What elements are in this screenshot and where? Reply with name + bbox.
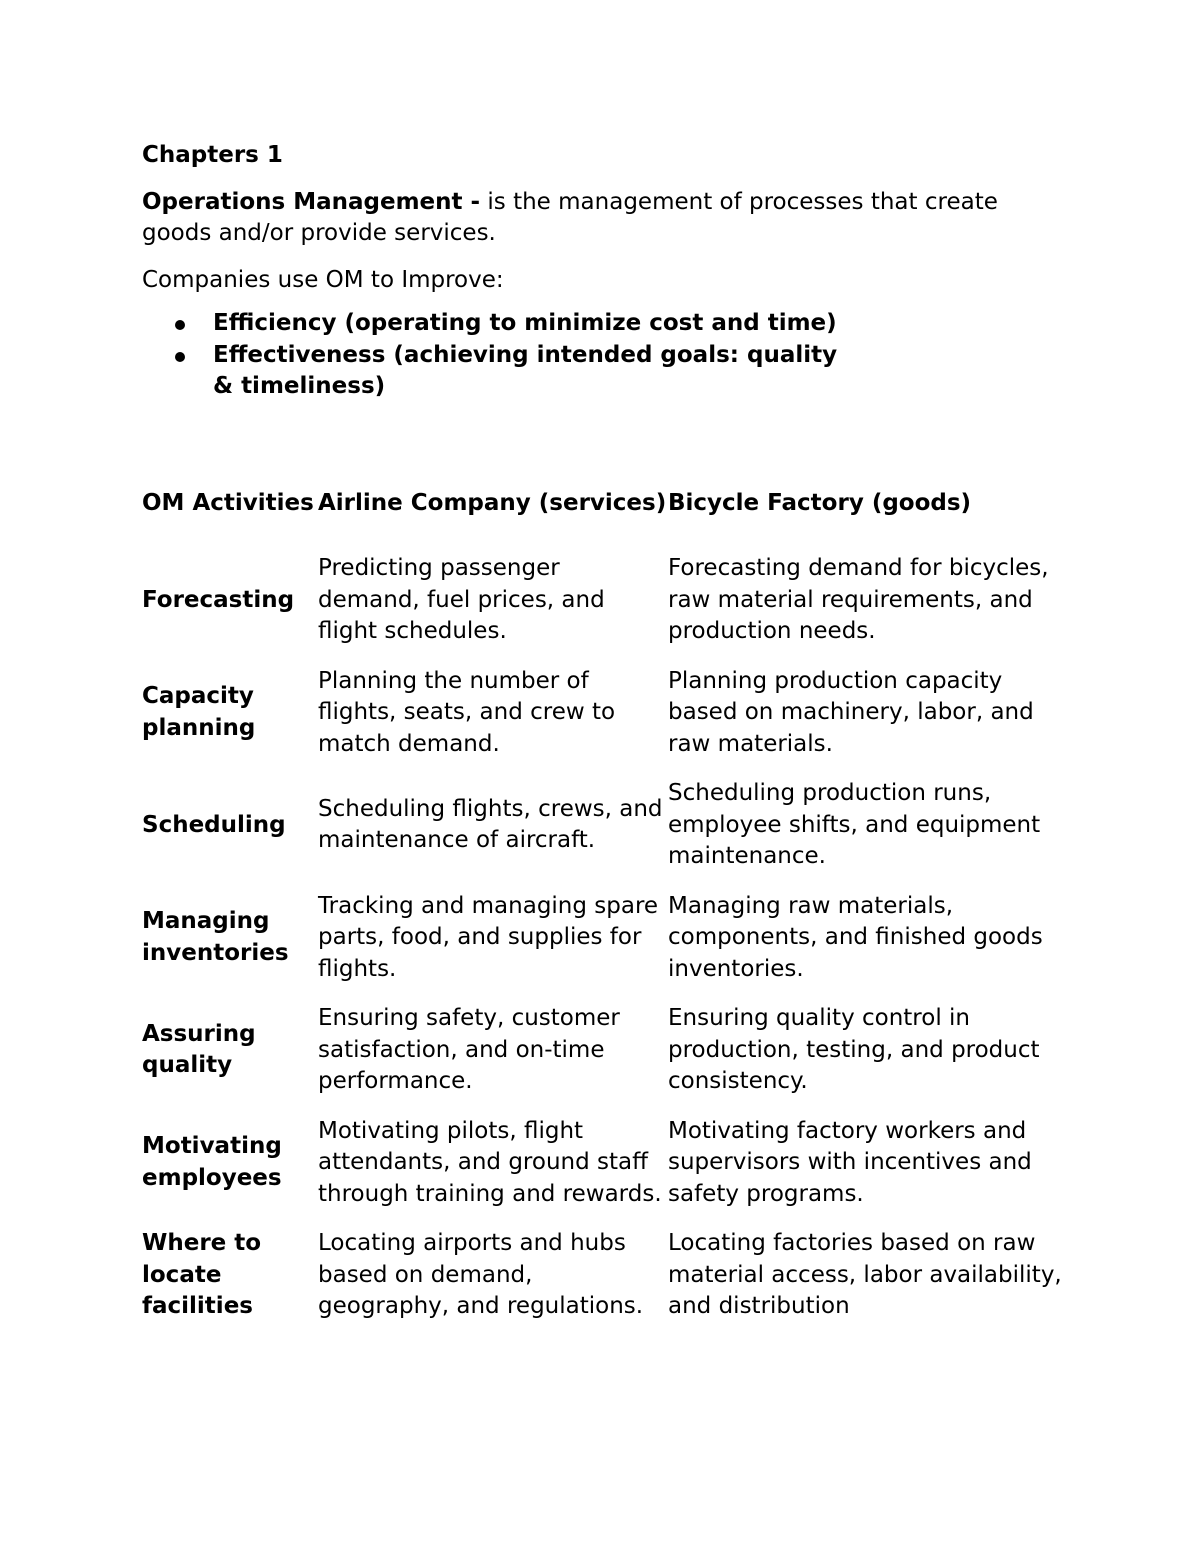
airline-cell: Predicting passenger demand, fuel prices, and flight schedules.: [318, 555, 605, 644]
bullet-icon: [175, 352, 185, 362]
goal-text: Efficiency (operating to minimize cost and time): [213, 310, 837, 336]
table-row: [142, 648, 1062, 761]
table-row: [142, 760, 1062, 873]
intro-text: Companies use OM to Improve:: [142, 266, 504, 293]
airline-cell: Locating airports and hubs based on demand, geography, and regulations.: [318, 1230, 644, 1319]
definition-paragraph: [142, 187, 1062, 250]
header-bicycle: Bicycle Factory (goods): [668, 489, 972, 516]
table-row: [142, 1210, 1062, 1323]
table-header-row: [142, 472, 1062, 535]
bicycle-cell: Managing raw materials, components, and finished goods inventories.: [668, 892, 1043, 982]
header-activities: OM Activities: [142, 489, 314, 516]
airline-cell: Ensuring safety, customer satisfaction, and on-time performance.: [318, 1005, 620, 1094]
activity-cell: Assuring quality: [142, 1020, 256, 1079]
activity-cell: Motivating employees: [142, 1133, 282, 1191]
definition-text: is the management of processes that create goods and/or provide services.: [142, 188, 998, 246]
airline-cell: Motivating pilots, flight attendants, and ground staff through training and rewards.: [318, 1117, 662, 1207]
table-row: [142, 873, 1062, 986]
table-row: [142, 535, 1062, 648]
bicycle-cell: Scheduling production runs, employee shifts, and equipment maintenance.: [668, 780, 1041, 869]
definition-term: Operations Management -: [142, 188, 481, 215]
activity-cell: Managing inventories: [142, 908, 289, 966]
header-airline: Airline Company (services): [318, 489, 667, 516]
activity-cell: Forecasting: [142, 586, 295, 613]
bicycle-cell: Ensuring quality control in production, testing, and product consistency.: [668, 1005, 1040, 1094]
table-row: [142, 985, 1062, 1098]
activity-cell: Scheduling: [142, 811, 286, 838]
goal-text: Effectiveness (achieving intended goals: quality & timeliness): [213, 341, 838, 399]
goals-list: [142, 308, 1062, 403]
airline-cell: Scheduling flights, crews, and maintenance of aircraft.: [318, 795, 663, 854]
document-page: [142, 140, 1062, 403]
chapter-title: Chapters 1: [142, 142, 283, 168]
airline-cell: Planning the number of flights, seats, and crew to match demand.: [318, 667, 616, 757]
bicycle-cell: Locating factories based on raw material access, labor availability, and distribution: [668, 1230, 1062, 1319]
list-item: [142, 308, 853, 340]
list-item: [142, 340, 853, 403]
om-activities-table: [142, 472, 1062, 1323]
airline-cell: Tracking and managing spare parts, food, and supplies for flights.: [318, 892, 659, 982]
bicycle-cell: Planning production capacity based on machinery, labor, and raw materials.: [668, 667, 1034, 757]
bicycle-cell: Forecasting demand for bicycles, raw material requirements, and production needs.: [668, 555, 1049, 644]
table-row: [142, 1098, 1062, 1211]
activity-cell: Capacity planning: [142, 683, 256, 741]
bicycle-cell: Motivating factory workers and supervisors with incentives and safety programs.: [668, 1117, 1032, 1207]
activity-cell: Where to locate facilities: [142, 1230, 262, 1319]
bullet-icon: [175, 320, 185, 330]
